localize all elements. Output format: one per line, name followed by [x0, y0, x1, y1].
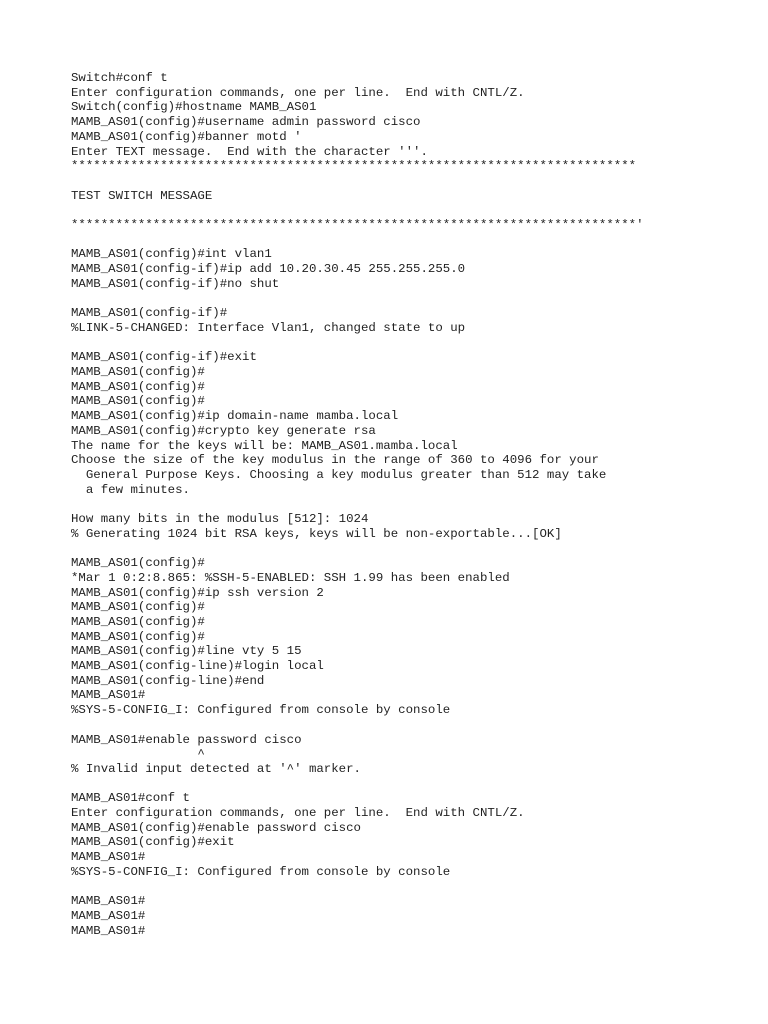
transcript-line: MAMB_AS01#: [71, 894, 146, 909]
transcript-line: [71, 336, 644, 351]
transcript-line: MAMB_AS01(config-line)#end: [71, 673, 265, 688]
transcript-line: Switch#conf t: [71, 71, 168, 85]
transcript-line: [71, 203, 644, 218]
transcript-line: MAMB_AS01(config)#banner motd ': [71, 129, 302, 144]
transcript-line: MAMB_AS01(config)#: [71, 364, 205, 379]
transcript-line: The name for the keys will be: MAMB_AS01.mamba.local: [71, 438, 458, 453]
transcript-line: a few minutes.: [71, 482, 190, 497]
transcript-line: MAMB_AS01(config)#line vty 5 15: [71, 644, 302, 659]
transcript-line: MAMB_AS01(config)#: [71, 379, 205, 394]
transcript-line: Enter configuration commands, one per line. End with CNTL/Z.: [71, 806, 525, 821]
transcript-line: MAMB_AS01(config)#: [71, 600, 205, 615]
transcript-line: Switch(config)#hostname MAMB_AS01: [71, 100, 317, 115]
transcript-line: TEST SWITCH MESSAGE: [71, 188, 213, 203]
transcript-line: MAMB_AS01(config-if)#ip add 10.20.30.45 255.255.255.0: [71, 262, 466, 277]
transcript-line: [71, 292, 644, 307]
transcript-line: MAMB_AS01(config-line)#login local: [71, 659, 324, 674]
transcript-line: MAMB_AS01#: [71, 908, 146, 923]
transcript-line: MAMB_AS01#conf t: [71, 791, 190, 806]
transcript-line: %SYS-5-CONFIG_I: Configured from console by console: [71, 864, 451, 879]
transcript-line: [71, 777, 644, 792]
transcript-line: MAMB_AS01(config)#username admin password cisco: [71, 115, 421, 130]
terminal-transcript: [71, 71, 644, 938]
transcript-line: MAMB_AS01(config)#int vlan1: [71, 247, 272, 262]
transcript-line: [71, 174, 644, 189]
transcript-line: MAMB_AS01(config)#: [71, 394, 205, 409]
transcript-line: ****************************************************************************: [71, 159, 637, 174]
transcript-line: MAMB_AS01(config)#ip ssh version 2: [71, 585, 324, 600]
transcript-line: ^: [71, 747, 205, 762]
transcript-line: MAMB_AS01(config-if)#exit: [71, 350, 257, 365]
transcript-line: MAMB_AS01#enable password cisco: [71, 732, 302, 747]
transcript-line: ****************************************************************************': [71, 218, 644, 232]
transcript-line: [71, 541, 644, 556]
transcript-line: % Generating 1024 bit RSA keys, keys will be non-exportable...[OK]: [71, 526, 562, 541]
transcript-line: MAMB_AS01(config)#crypto key generate rsa: [71, 423, 376, 438]
transcript-line: Choose the size of the key modulus in the range of 360 to 4096 for your: [71, 453, 599, 468]
transcript-line: Enter configuration commands, one per line. End with CNTL/Z.: [71, 85, 525, 100]
transcript-line: [71, 880, 644, 895]
transcript-line: % Invalid input detected at '^' marker.: [71, 761, 361, 776]
transcript-line: MAMB_AS01#: [71, 923, 146, 938]
transcript-line: *Mar 1 0:2:8.865: %SSH-5-ENABLED: SSH 1.99 has been enabled: [71, 570, 510, 585]
transcript-line: MAMB_AS01#: [71, 688, 146, 703]
transcript-line: MAMB_AS01(config-if)#: [71, 306, 228, 321]
transcript-line: [71, 233, 644, 248]
transcript-line: MAMB_AS01(config)#enable password cisco: [71, 820, 361, 835]
transcript-line: Enter TEXT message. End with the character '''.: [71, 144, 428, 159]
transcript-line: MAMB_AS01(config-if)#no shut: [71, 276, 280, 291]
transcript-line: MAMB_AS01(config)#: [71, 629, 205, 644]
transcript-line: %LINK-5-CHANGED: Interface Vlan1, changed state to up: [71, 320, 466, 335]
transcript-line: MAMB_AS01#: [71, 850, 146, 865]
transcript-line: MAMB_AS01(config)#exit: [71, 835, 235, 850]
transcript-line: MAMB_AS01(config)#: [71, 614, 205, 629]
transcript-line: General Purpose Keys. Choosing a key modulus greater than 512 may take: [71, 467, 607, 482]
transcript-line: MAMB_AS01(config)#ip domain-name mamba.local: [71, 409, 399, 424]
transcript-line: [71, 497, 644, 512]
transcript-line: [71, 718, 644, 733]
transcript-line: How many bits in the modulus [512]: 1024: [71, 512, 369, 526]
transcript-line: %SYS-5-CONFIG_I: Configured from console by console: [71, 703, 451, 718]
transcript-line: MAMB_AS01(config)#: [71, 556, 205, 571]
